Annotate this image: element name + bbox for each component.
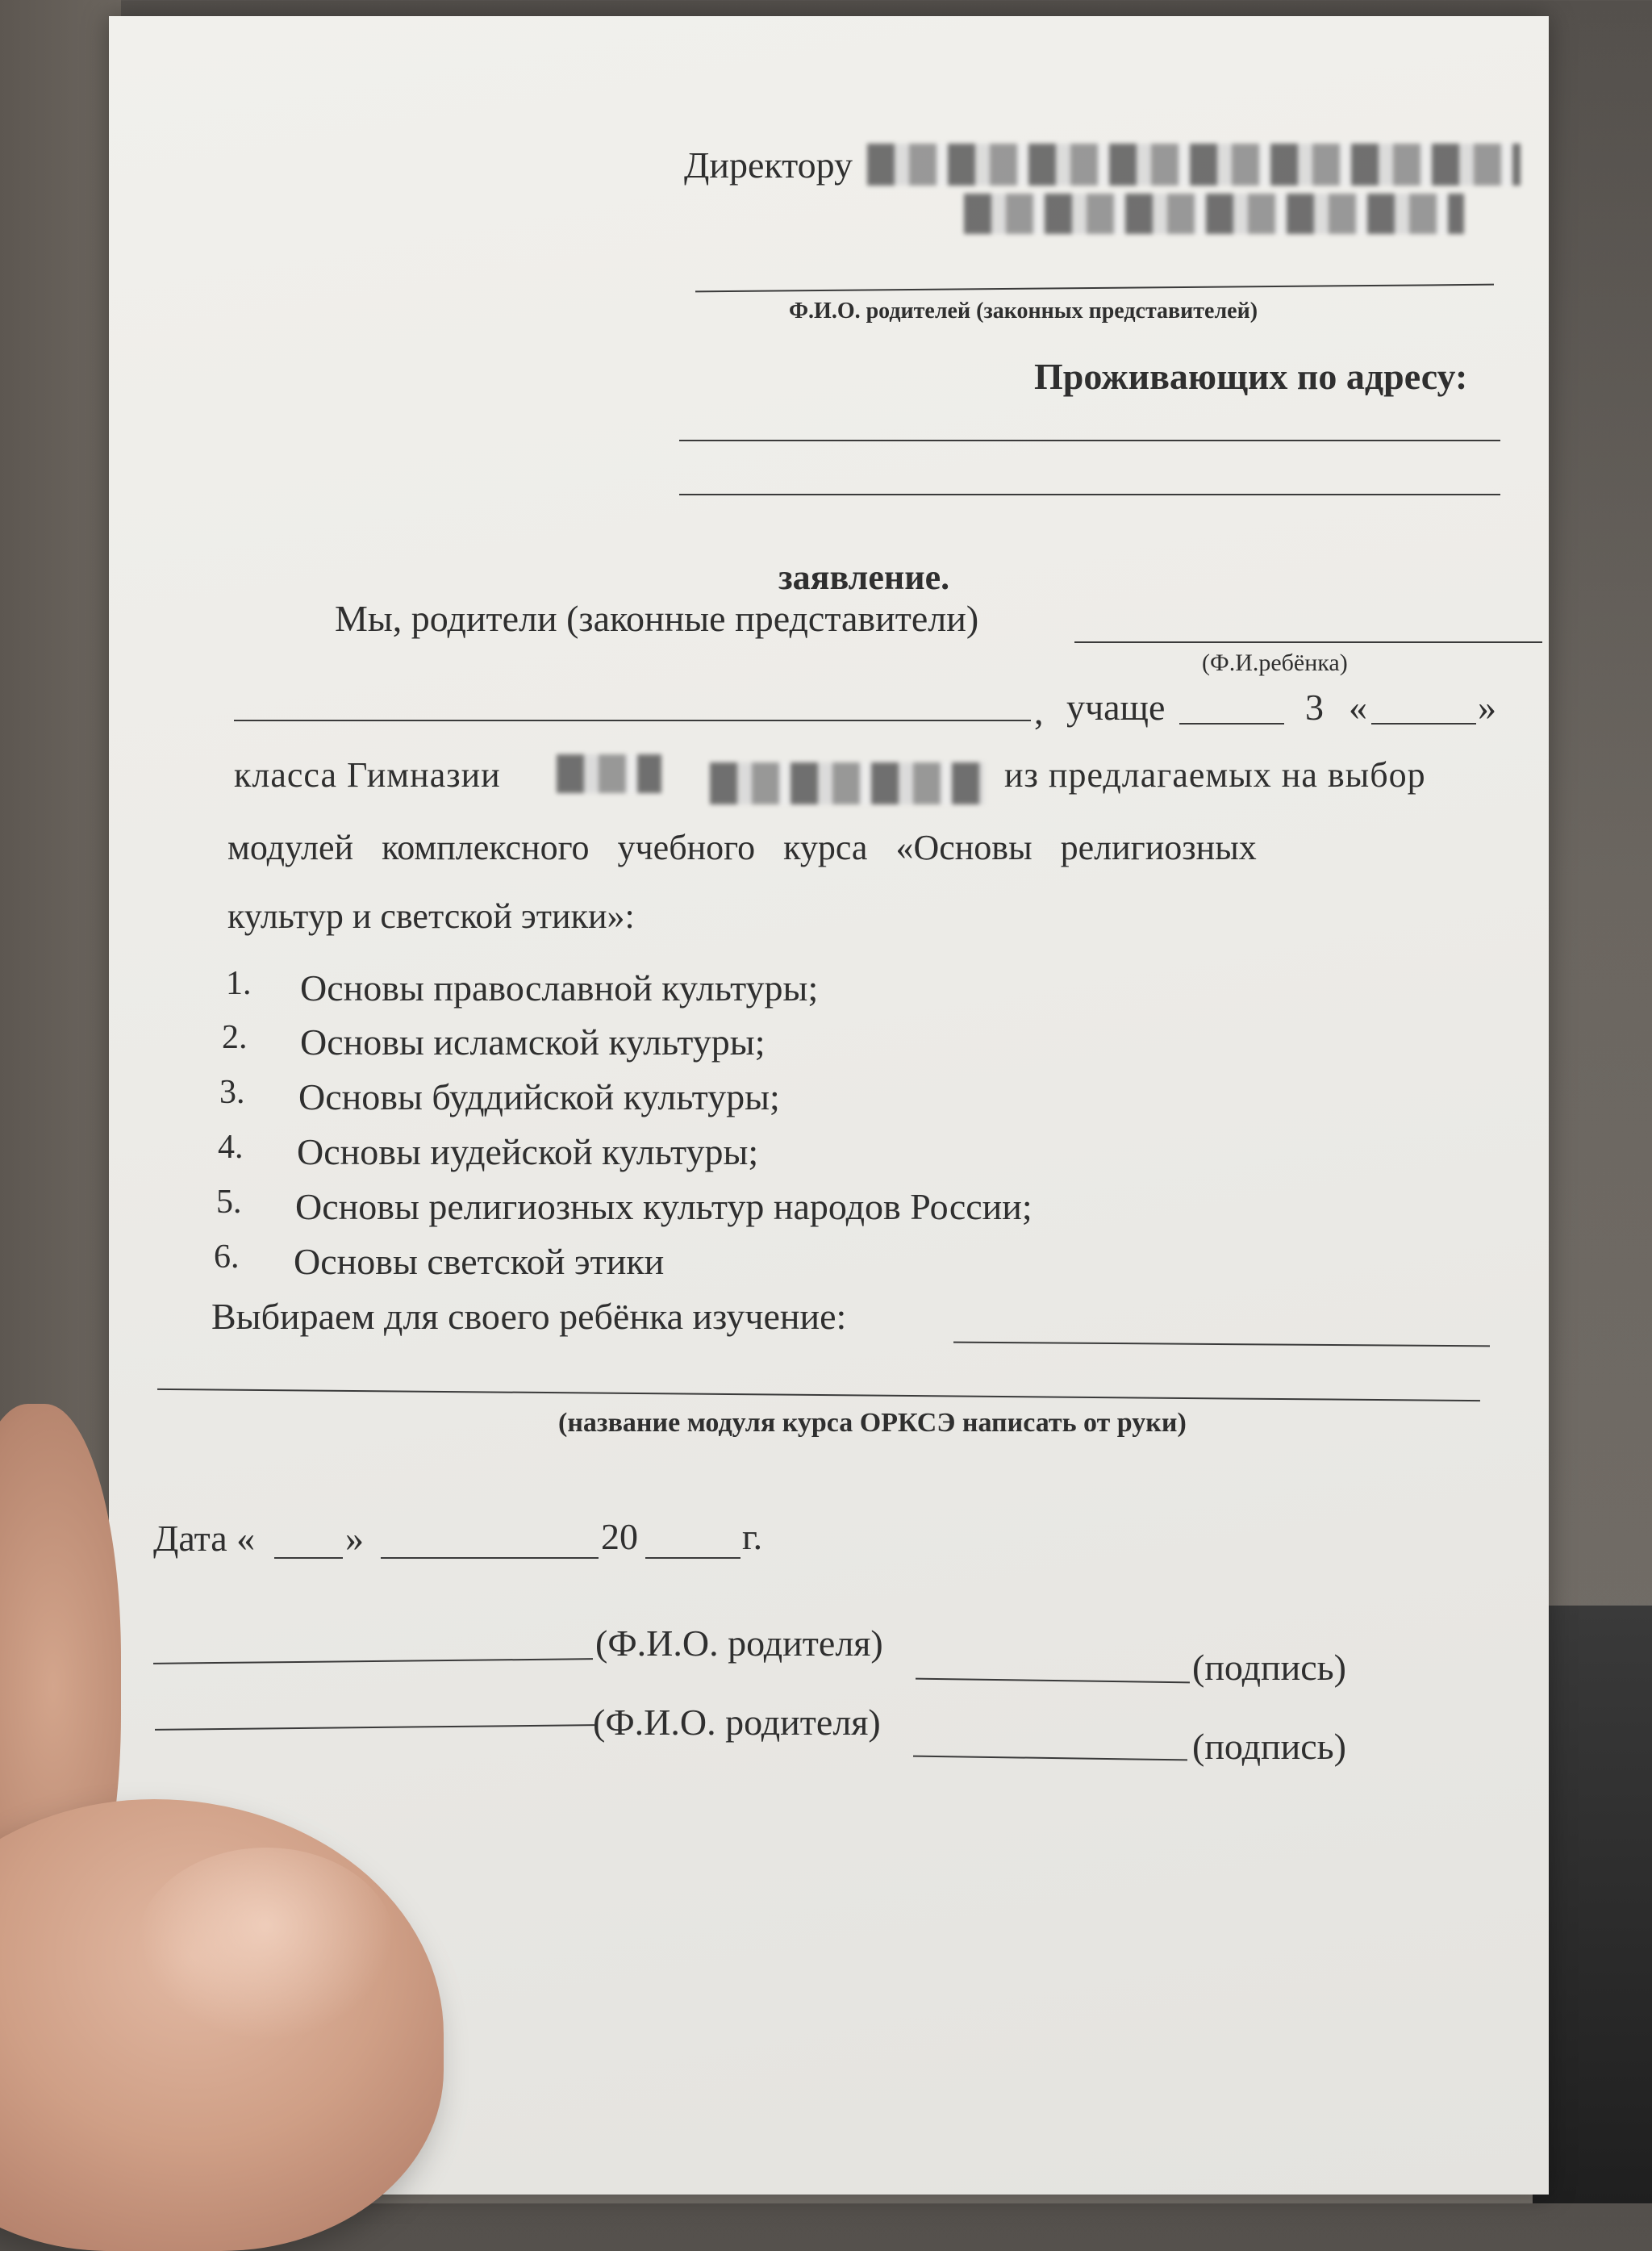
pupil-word: учаще (1066, 687, 1166, 728)
pupil-comma: , (1034, 691, 1044, 732)
child-name-line-2 (234, 720, 1031, 721)
thumb-highlight (137, 1848, 395, 2041)
date-label: Дата « (153, 1518, 256, 1559)
date-day-line (274, 1557, 343, 1559)
year-prefix: 20 (601, 1516, 638, 1557)
option-text: Основы светской этики (294, 1241, 665, 1282)
grade-letter-line (1371, 723, 1476, 725)
child-name-line (1074, 641, 1542, 643)
grade-number: 3 (1305, 687, 1324, 728)
year-suffix: г. (742, 1516, 763, 1557)
class-prefix: класса Гимназии (234, 755, 501, 795)
option-number: 3. (219, 1074, 245, 1111)
modules-line-2: культур и светской этики»: (227, 896, 635, 936)
signature-caption-2: (подпись) (1192, 1726, 1346, 1767)
quote-open: « (1349, 687, 1367, 728)
option-text: Основы исламской культуры; (300, 1021, 766, 1063)
redacted-director-name-line2 (964, 194, 1464, 234)
option-text: Основы иудейской культуры; (297, 1131, 759, 1172)
pupil-ending-line (1179, 723, 1284, 725)
director-label: Директору (684, 144, 853, 186)
address-line-1 (679, 440, 1500, 441)
background-right-dark (1533, 1606, 1652, 2203)
choose-line: Выбираем для своего ребёнка изучение: (211, 1296, 847, 1337)
date-month-line (381, 1557, 599, 1559)
address-label: Проживающих по адресу: (1034, 356, 1468, 397)
quote-close: » (1478, 687, 1496, 728)
option-text: Основы буддийской культуры; (298, 1076, 780, 1117)
parent-caption-1: (Ф.И.О. родителя) (595, 1622, 883, 1664)
intro-line: Мы, родители (законные представители) (335, 598, 979, 639)
option-text: Основы религиозных культур народов России; (295, 1186, 1032, 1227)
redacted-director-name (867, 144, 1521, 186)
redacted-school-name-2 (710, 762, 984, 804)
option-text: Основы православной культуры; (300, 967, 819, 1009)
parent-caption-2: (Ф.И.О. родителя) (593, 1702, 881, 1743)
option-number: 6. (214, 1238, 240, 1276)
date-year-line (645, 1557, 740, 1559)
address-line-2 (679, 494, 1500, 495)
option-number: 1. (226, 965, 252, 1002)
class-suffix: из предлагаемых на выбор (1004, 755, 1426, 795)
modules-line: модулей комплексного учебного курса «Основы религиозных (227, 828, 1257, 867)
redacted-school-name (557, 754, 661, 793)
option-number: 4. (218, 1129, 244, 1166)
option-number: 5. (216, 1184, 242, 1221)
signature-caption-1: (подпись) (1192, 1647, 1346, 1688)
document-title: заявление. (778, 558, 950, 597)
date-close: » (345, 1518, 364, 1559)
option-number: 2. (222, 1019, 248, 1056)
parents-caption: Ф.И.О. родителей (законных представителей) (789, 299, 1258, 324)
child-caption: (Ф.И.ребёнка) (1202, 649, 1348, 676)
module-caption: (название модуля курса ОРКСЭ написать от руки) (558, 1408, 1187, 1438)
